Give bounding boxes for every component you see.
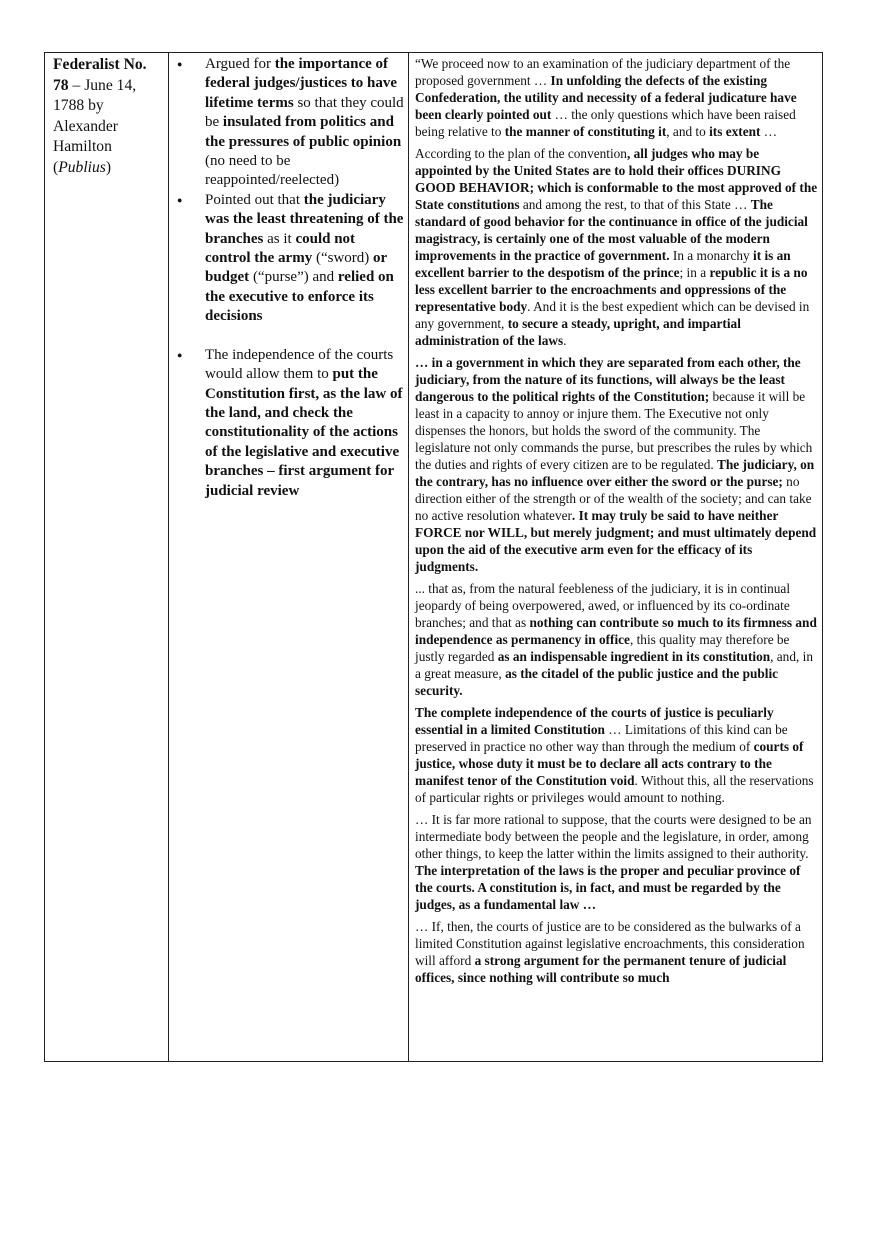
federalist-table: [44, 52, 823, 1062]
summary-bullet-text: [205, 191, 404, 327]
bold-run: nothing can contribute so much to its firmness and independence as permanency in office: [415, 615, 817, 647]
quote-paragraph: [415, 918, 818, 986]
bold-run: a strong argument for the permanent tenure of judicial offices, since nothing will contribute so much: [415, 953, 787, 985]
bold-run: courts of justice, whose duty it must be to declare all acts contrary to the manifest tenor of the Constitution void: [415, 739, 804, 788]
summary-bullet-text: [205, 55, 404, 191]
text-run: (“sword): [312, 250, 374, 267]
bold-run: The judiciary, on the contrary, has no influence over either the sword or the purse;: [415, 457, 815, 489]
text-run: … Limitations of this kind can be preserved in practice no other way than through the medium of: [415, 722, 788, 754]
bold-run: insulated from politics and the pressures of public opinion: [205, 114, 402, 150]
text-run: The independence of the courts would allow them to: [205, 346, 394, 383]
text-run: , and to: [666, 124, 710, 139]
text-run: “We proceed now to an examination of the judiciary department of the proposed government …: [415, 56, 791, 88]
summary-bullet: [175, 346, 404, 501]
bold-run: the importance of federal judges/justices to have lifetime terms: [205, 56, 398, 111]
text-run: no direction either of the strength or of the wealth of the society; and can take no active resolution whatever: [415, 474, 812, 523]
text-run: , and, in a great measure,: [415, 649, 813, 681]
summary-list: [175, 55, 404, 501]
bold-run: it is an excellent barrier to the despotism of the prince: [415, 248, 791, 280]
document-title: Federalist No.: [53, 56, 147, 73]
text-run: (“purse”) and: [249, 269, 338, 286]
bullet-icon: ●: [177, 349, 183, 360]
text-run: … If, then, the courts of justice are to be considered as the bulwarks of a limited Constitution against legislative encroachments, this consideration will afford: [415, 919, 805, 968]
text-run: According to the plan of the convention: [415, 146, 627, 161]
text-run: (no need to be reappointed/reelected): [205, 153, 340, 189]
bold-run: as the citadel of the public justice and the public security.: [415, 666, 779, 698]
quote-paragraph: [415, 55, 818, 140]
text-run: … It is far more rational to suppose, that the courts were designed to be an intermediate body between the people and the legislature, in order, among other things, to keep the latter within the limits assigned to their authority.: [415, 812, 812, 861]
bold-run: The complete independence of the courts of justice is peculiarly essential in a limited Constitution: [415, 705, 774, 737]
quote-paragraph: [415, 145, 818, 349]
bullet-icon: ●: [177, 194, 183, 205]
text-run: , this quality may therefore be justly regarded: [415, 632, 790, 664]
summary-bullet-text: [205, 346, 404, 501]
text-run: Pointed out that: [205, 191, 304, 208]
document-date-author: – June 14, 1788 by Alexander Hamilton (: [53, 76, 137, 176]
text-run: ... that as, from the natural feebleness of the judiciary, it is in continual jeopardy of being overpowered, awed, or influenced by its co-ordinate branches; and that as: [415, 581, 791, 630]
bold-run: or budget: [205, 250, 387, 286]
document-number: 78: [53, 76, 69, 94]
text-run: . And it is the best expedient which can be devised in any government,: [415, 299, 810, 331]
bold-run: The interpretation of the laws is the proper and peculiar province of the courts. A constitution is, in fact, and must be regarded by the judges, as a fundamental law …: [415, 863, 801, 912]
summary-bullet: [175, 55, 404, 191]
bold-run: as an indispensable ingredient in its constitution: [497, 649, 771, 664]
bold-run: the judiciary was the least threatening of the branches: [205, 191, 404, 247]
closing-paren: ): [105, 158, 112, 176]
text-run: In a monarchy: [669, 248, 754, 263]
bold-run: relied on the executive to enforce its decisions: [205, 269, 394, 325]
title-cell: [45, 53, 169, 1061]
text-run: . Without this, all the reservations of particular rights or privileges would amount to nothing.: [415, 773, 814, 805]
text-run: .: [563, 333, 567, 348]
text-run: as it: [263, 230, 296, 247]
bold-run: … in a government in which they are separated from each other, the judiciary, from the nature of its functions, will always be the least dangerous to the political rights of the Constitution;: [415, 355, 801, 404]
bold-run: could not control the army: [205, 230, 356, 267]
bold-run: put the Constitution first, as the law of the land, and check the constitutionality of the actions of the legislative and executive branches – first argument for judicial review: [205, 366, 403, 499]
summary-bullet: [175, 191, 404, 327]
text-run: … the only questions which have been raised being relative to: [415, 107, 796, 139]
text-run: ; in a: [679, 265, 710, 280]
bold-run: to secure a steady, upright, and impartial administration of the laws: [415, 316, 741, 348]
quote-paragraph: [415, 811, 818, 913]
bold-run: . It may truly be said to have neither FORCE nor WILL, but merely judgment; and must ultimately depend upon the aid of the executive arm even for the efficacy of its judgments.: [415, 508, 817, 574]
text-run: so that they could be: [205, 94, 404, 131]
bold-run: In unfolding the defects of the existing Confederation, the utility and necessity of a federal judicature have been clearly pointed out: [415, 73, 797, 122]
bold-run: republic it is a no less excellent barrier to the encroachments and oppressions of the representative body: [415, 265, 808, 314]
bullet-icon: ●: [177, 59, 183, 69]
bold-run: The standard of good behavior for the continuance in office of the judicial magistracy, is certainly one of the most valuable of the modern improvements in the practice of government.: [415, 197, 808, 263]
quote-paragraph: [415, 704, 818, 806]
summary-cell: [169, 53, 409, 1061]
quote-paragraph: [415, 580, 818, 699]
text-run: and among the rest, to that of this State …: [519, 197, 751, 212]
text-run: Argued for: [205, 56, 275, 72]
quote-paragraph: [415, 354, 818, 575]
pseudonym: Publius: [58, 158, 106, 176]
text-run: because it will be least in a capacity to annoy or injure them. The Executive not only dispenses the honors, but holds the sword of the community. The legislature not only commands the purse, but prescribes the rules by which the duties and rights of every citizen are to be regulated.: [415, 389, 813, 472]
bold-run: its extent: [709, 124, 761, 139]
bold-run: the manner of constituting it: [504, 124, 667, 139]
quote-cell: [409, 53, 822, 1061]
text-run: …: [760, 124, 778, 139]
bold-run: , all judges who may be appointed by the United States are to hold their offices DURING GOOD BEHAVIOR; which is conformable to the most approved of the State constitutions: [415, 146, 818, 212]
